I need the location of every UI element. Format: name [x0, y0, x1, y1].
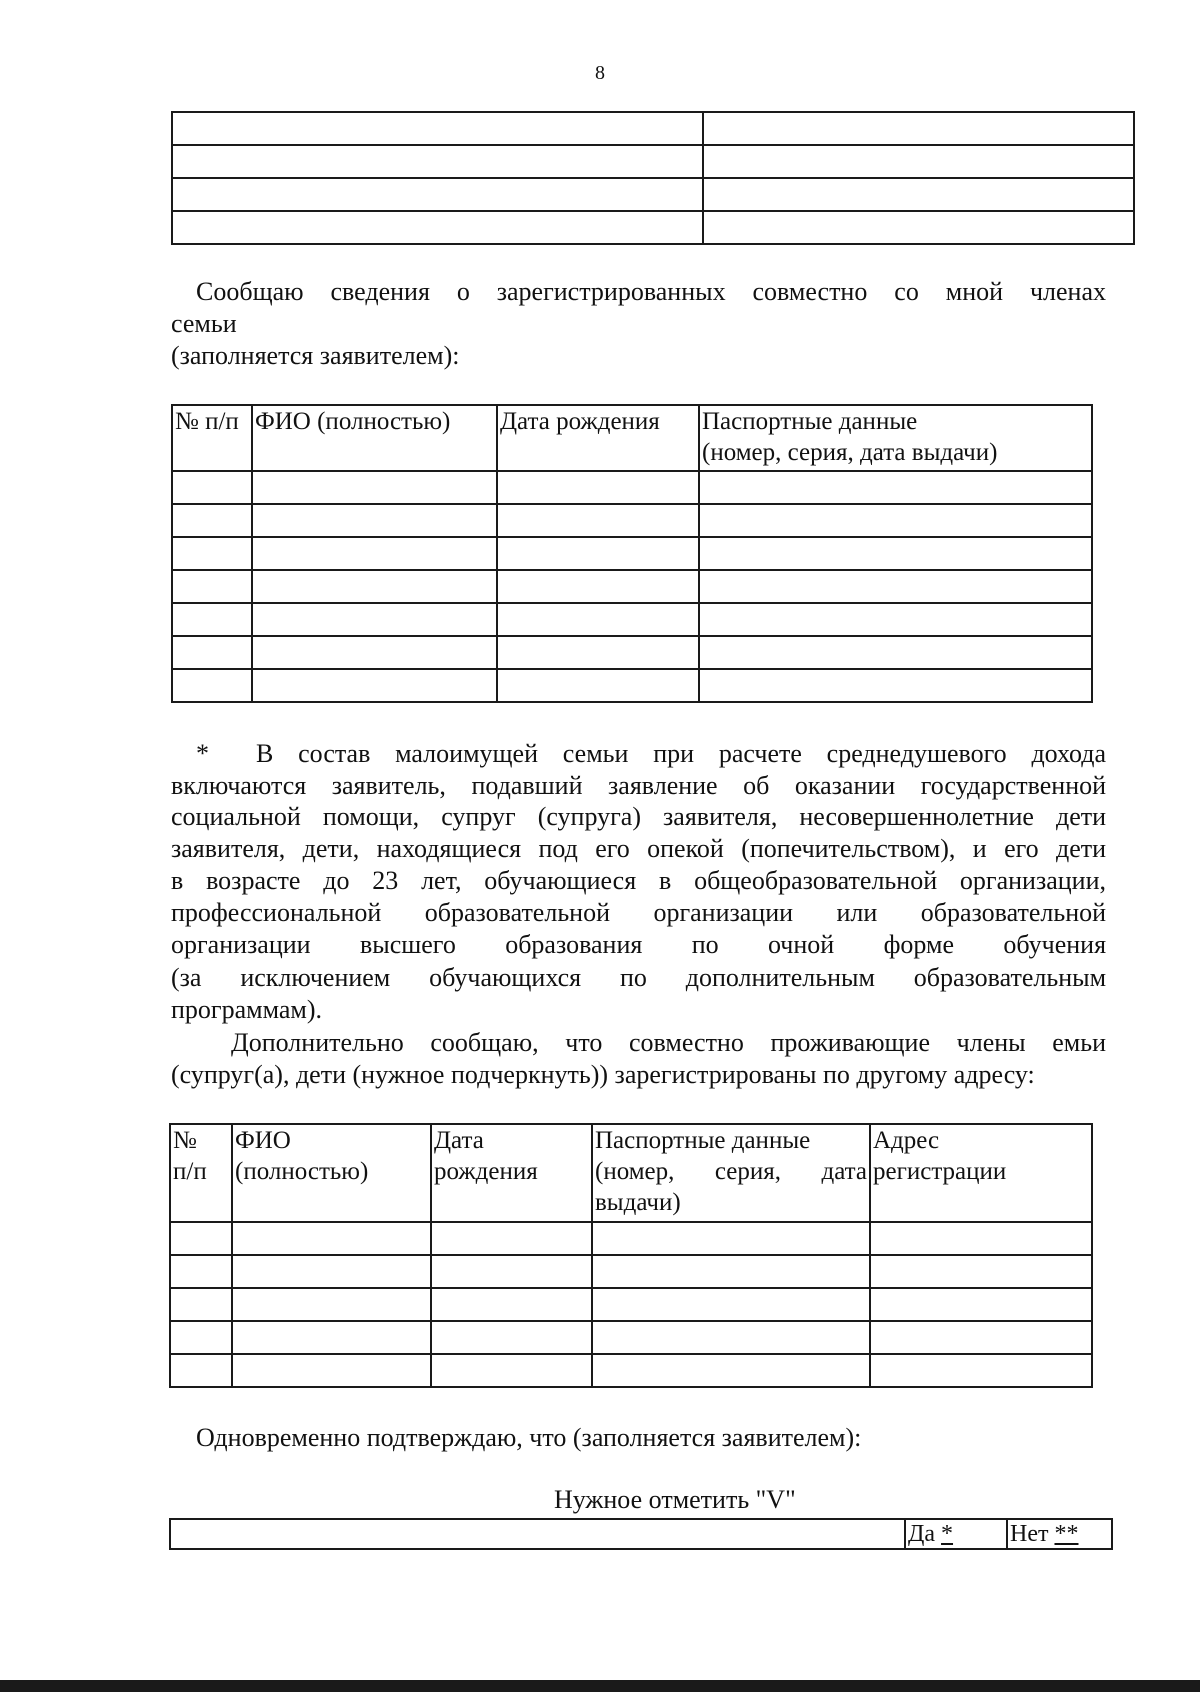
table-cell[interactable] [232, 1354, 431, 1387]
footnote-line [171, 770, 1106, 802]
word: исключением [240, 963, 391, 992]
footnote-line [171, 801, 1106, 833]
table-cell[interactable] [870, 1255, 1092, 1288]
word: организации, [959, 866, 1106, 895]
word: расчете [718, 739, 802, 768]
word: проживающие [770, 1028, 931, 1057]
table-row [172, 570, 1092, 603]
word: форме [883, 930, 955, 959]
yes-label: Да [908, 1521, 936, 1547]
word: оказании [794, 771, 896, 800]
table-cell[interactable] [703, 178, 1134, 211]
table-cell[interactable] [431, 1354, 592, 1387]
header-fio: ФИО (полностью) [232, 1124, 431, 1222]
section1-line1 [196, 276, 1106, 308]
table-row [172, 504, 1092, 537]
table-cell[interactable] [592, 1255, 870, 1288]
table-cell[interactable] [170, 1222, 232, 1255]
word: организации [653, 898, 794, 927]
table-cell[interactable] [699, 537, 1092, 570]
table-row [172, 603, 1092, 636]
word: возрасте [206, 866, 301, 895]
word: сообщаю, [430, 1028, 539, 1057]
word: при [653, 739, 695, 768]
word: лет, [421, 866, 462, 895]
word: (за [171, 963, 202, 992]
table-cell[interactable] [699, 570, 1092, 603]
table-cell[interactable] [699, 603, 1092, 636]
word: до [323, 866, 350, 895]
confirm-statement-cell [170, 1519, 905, 1549]
yes-mark: * [941, 1521, 954, 1547]
header-num: № п/п [170, 1124, 232, 1222]
table-cell[interactable] [170, 1288, 232, 1321]
word: общеобразовательной [694, 866, 938, 895]
table-cell[interactable] [870, 1222, 1092, 1255]
header-address: Адрес регистрации [870, 1124, 1092, 1222]
word: (супруга) [537, 802, 641, 831]
word: мной [945, 277, 1004, 306]
additional-line1 [231, 1027, 1106, 1059]
word: образования [505, 930, 643, 959]
header-passport-line2 [595, 1156, 867, 1187]
no-label: Нет [1010, 1521, 1049, 1547]
table-cell[interactable] [699, 471, 1092, 504]
table-header-row [172, 405, 1092, 471]
table-cell[interactable] [497, 537, 699, 570]
table-cell[interactable] [699, 636, 1092, 669]
table-row [172, 537, 1092, 570]
footnote-last-line: программам). [171, 995, 322, 1024]
section1-line3: (заполняется заявителем): [171, 341, 460, 370]
word: в [171, 866, 184, 895]
footnote-line [256, 738, 1106, 770]
word: заявитель, [331, 771, 446, 800]
word: включаются [171, 771, 307, 800]
table-cell[interactable] [699, 504, 1092, 537]
word: государственной [920, 771, 1107, 800]
word: и [972, 834, 987, 863]
table-row [170, 1321, 1092, 1354]
page-number: 8 [595, 62, 605, 84]
confirm-intro: Одновременно подтверждаю, что (заполняется заявителем): [196, 1423, 862, 1452]
table-cell[interactable] [699, 669, 1092, 702]
table-cell[interactable] [497, 669, 699, 702]
table-cell[interactable] [497, 636, 699, 669]
word: образовательным [913, 963, 1107, 992]
word: образовательной [920, 898, 1107, 927]
bottom-scan-edge [0, 1680, 1200, 1692]
table-row [172, 471, 1092, 504]
table-cell[interactable] [232, 1288, 431, 1321]
word: Сообщаю [196, 277, 304, 306]
table-cell[interactable] [232, 1222, 431, 1255]
no-cell[interactable] [1007, 1519, 1112, 1549]
word: малоимущей [395, 739, 539, 768]
word: или [836, 898, 878, 927]
word: серия, [714, 1158, 782, 1185]
table-row [172, 211, 1134, 244]
table-cell[interactable] [172, 570, 252, 603]
table-cell[interactable] [431, 1321, 592, 1354]
table-cell[interactable] [431, 1255, 592, 1288]
no-mark: ** [1054, 1521, 1079, 1547]
footnote-line [171, 929, 1106, 961]
header-birthdate: Дата рождения [497, 405, 699, 471]
word: опекой [647, 834, 724, 863]
table-cell[interactable] [172, 112, 703, 145]
word: о [456, 277, 470, 306]
table-cell[interactable] [172, 636, 252, 669]
table-row [172, 636, 1092, 669]
word: зарегистрированных [496, 277, 726, 306]
footnote-line [171, 833, 1106, 865]
table-cell[interactable] [870, 1288, 1092, 1321]
table-cell[interactable] [431, 1222, 592, 1255]
table-row [170, 1255, 1092, 1288]
word: дети [1056, 802, 1107, 831]
word: емьи [1052, 1028, 1107, 1057]
yes-cell[interactable] [905, 1519, 1007, 1549]
table-row [172, 112, 1134, 145]
word: его [595, 834, 630, 863]
word: находящиеся [376, 834, 522, 863]
table-row [172, 178, 1134, 211]
footnote-line [171, 865, 1106, 897]
table-cell[interactable] [592, 1288, 870, 1321]
word: в [658, 866, 672, 895]
word: об [743, 771, 770, 800]
word: его [1004, 834, 1039, 863]
table-row [170, 1288, 1092, 1321]
word: Дополнительно [231, 1028, 404, 1057]
table-cell[interactable] [252, 669, 497, 702]
family-members-table [171, 404, 1093, 703]
word: семьи [562, 739, 629, 768]
table-cell[interactable] [703, 145, 1134, 178]
word: состав [298, 739, 371, 768]
word: (попечительством), [741, 834, 956, 863]
table-cell[interactable] [870, 1321, 1092, 1354]
table-cell[interactable] [497, 471, 699, 504]
mark-hint: Нужное отметить "V" [554, 1485, 796, 1514]
footnote-star: * [196, 739, 209, 768]
table-row [172, 145, 1134, 178]
word: обучающиеся [484, 866, 637, 895]
word: очной [767, 930, 835, 959]
word: дети [1055, 834, 1107, 863]
table-cell[interactable] [252, 570, 497, 603]
table-cell[interactable] [172, 178, 703, 211]
word: что [565, 1028, 603, 1057]
table-cell[interactable] [497, 570, 699, 603]
word: члены [956, 1028, 1026, 1057]
table-row [170, 1354, 1092, 1387]
word: профессиональной [171, 898, 382, 927]
word: подавший [471, 771, 583, 800]
confirm-table [169, 1518, 1113, 1550]
table-cell[interactable] [170, 1354, 232, 1387]
word: совместно [629, 1028, 744, 1057]
header-birthdate: Дата рождения [431, 1124, 592, 1222]
table-header-row [170, 1124, 1092, 1222]
word: заявление [608, 771, 718, 800]
table-cell[interactable] [252, 537, 497, 570]
word: В [256, 739, 274, 768]
word: со [894, 277, 919, 306]
word: дополнительным [685, 963, 875, 992]
header-passport-line2: (номер, серия, дата выдачи) [702, 439, 998, 466]
word: заявителя, [171, 834, 286, 863]
table-cell[interactable] [170, 1321, 232, 1354]
table-cell[interactable] [172, 603, 252, 636]
table-cell[interactable] [172, 669, 252, 702]
table-cell[interactable] [252, 636, 497, 669]
word: сведения [330, 277, 430, 306]
table-cell[interactable] [703, 211, 1134, 244]
word: совместно [752, 277, 868, 306]
table-cell[interactable] [172, 504, 252, 537]
header-num: № п/п [172, 405, 252, 471]
word: обучения [1003, 930, 1107, 959]
table-cell[interactable] [497, 504, 699, 537]
word: образовательной [424, 898, 610, 927]
word: под [538, 834, 578, 863]
header-passport-line1: Паспортные данные [702, 408, 918, 435]
word: по [691, 930, 719, 959]
table-cell[interactable] [172, 211, 703, 244]
word: дата [821, 1158, 868, 1185]
word: организации [171, 930, 311, 959]
word: высшего [359, 930, 456, 959]
word: среднедушевого [826, 739, 1007, 768]
table-cell[interactable] [592, 1222, 870, 1255]
table-cell[interactable] [703, 112, 1134, 145]
word: 23 [372, 866, 399, 895]
other-address-table [169, 1123, 1093, 1388]
table-cell[interactable] [232, 1321, 431, 1354]
table-cell[interactable] [170, 1255, 232, 1288]
word: несовершеннолетние [799, 802, 1034, 831]
word: дети, [302, 834, 360, 863]
table-cell[interactable] [431, 1288, 592, 1321]
footnote-line [171, 897, 1106, 929]
word: членах [1029, 277, 1106, 306]
table-cell[interactable] [252, 603, 497, 636]
table-cell[interactable] [172, 537, 252, 570]
footnote-line [171, 962, 1106, 994]
table-cell[interactable] [252, 471, 497, 504]
header-passport: Паспортные данные (номер, серия, дата выдачи) [592, 1124, 870, 1222]
word: обучающихся [429, 963, 582, 992]
word: дохода [1031, 739, 1107, 768]
word: (номер, [595, 1158, 675, 1185]
table-row [170, 1222, 1092, 1255]
table-cell[interactable] [497, 603, 699, 636]
word: супруг [441, 802, 516, 831]
table-cell[interactable] [592, 1354, 870, 1387]
top-table [171, 111, 1135, 245]
word: по [619, 963, 647, 992]
table-cell[interactable] [172, 145, 703, 178]
additional-line2: (супруг(а), дети (нужное подчеркнуть)) зарегистрированы по другому адресу: [171, 1060, 1035, 1089]
word: заявителя, [663, 802, 778, 831]
word: помощи, [322, 802, 420, 831]
table-row [172, 669, 1092, 702]
header-fio: ФИО (полностью) [252, 405, 497, 471]
table-cell[interactable] [232, 1255, 431, 1288]
header-passport [699, 405, 1092, 471]
word: социальной [171, 802, 301, 831]
confirm-row [170, 1519, 1112, 1549]
section1-line2: семьи [171, 309, 237, 338]
table-cell[interactable] [870, 1354, 1092, 1387]
table-cell[interactable] [252, 504, 497, 537]
table-cell[interactable] [172, 471, 252, 504]
table-cell[interactable] [592, 1321, 870, 1354]
